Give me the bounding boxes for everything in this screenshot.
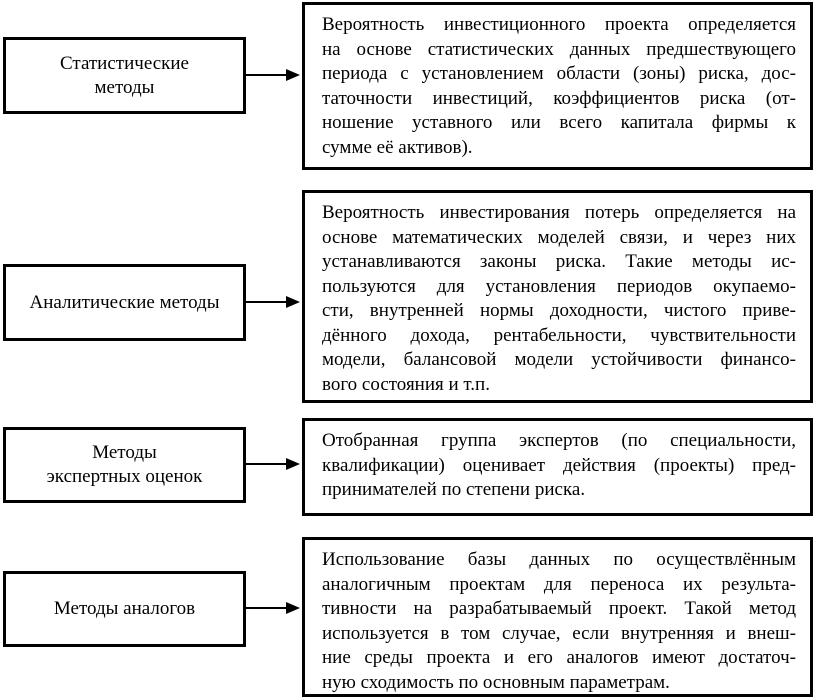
arrow-analog [246,602,300,614]
method-box-analog [3,571,246,647]
description-line: принимателей по степени риска. [322,479,586,500]
description-line: дённого дохода, рентабельности, чувствительности [322,324,796,346]
method-label-line: методы [94,76,155,98]
description-box-analog [302,537,813,697]
description-line: ную сходимость по основным параметрам. [322,671,670,693]
description-line: тивности на разрабатываемый проект. Такой метод [322,598,796,619]
description-line: основе математических моделей связи, и через них [322,226,796,248]
description-line: пользуются для установления периодов окупаемо- [322,275,796,297]
method-label-line: Методы аналогов [53,598,196,619]
description-line: устанавливаются законы риска. Такие методы ис- [322,251,796,272]
method-label-line: Методы [92,442,157,463]
description-line: сти, внутренней нормы доходности, чистого приве- [322,300,796,321]
description-line: Вероятность инвестирования потерь определяется на [322,202,796,223]
description-line: Использование базы данных по осуществлённым [322,549,796,570]
description-line: Отобранная группа экспертов (по специальности, [322,430,796,451]
description-line: на основе статистических данных предшествующего [322,38,796,60]
description-line: Вероятность инвестиционного проекта определяется [322,14,796,35]
method-box-analytical [3,264,246,341]
method-label-line: экспертных оценок [46,466,203,487]
description-line: периода с установлением области (зоны) риска, дос- [322,63,796,84]
description-line: аналогичным проектам для переноса их результа- [322,573,796,595]
method-label-line: Статистические [59,52,189,74]
arrow-statistical [246,69,300,81]
description-line: ние среды проекта и его аналогов имеют достаточ- [322,647,796,668]
method-label-line: Аналитические методы [29,291,220,313]
description-line: ношение уставного или всего капитала фирмы к [322,112,796,133]
method-box-statistical [3,37,246,114]
description-line: сумме её активов). [322,136,473,158]
description-box-expert [302,418,813,516]
description-line: квалификации) оценивает действия (проекты) пред- [322,454,796,476]
arrow-expert [246,458,300,470]
description-box-analytical [302,190,813,403]
description-line: модели, балансовой модели устойчивости финансо- [322,349,796,370]
method-box-expert [3,427,246,503]
description-box-statistical [302,2,813,170]
description-line: используется в том случае, если внутренняя и внеш- [322,622,796,644]
arrow-analytical [246,296,300,308]
description-line: вого состояния и т.п. [322,373,490,395]
description-line: таточности инвестиций, коэффициентов риска (от- [322,87,796,109]
